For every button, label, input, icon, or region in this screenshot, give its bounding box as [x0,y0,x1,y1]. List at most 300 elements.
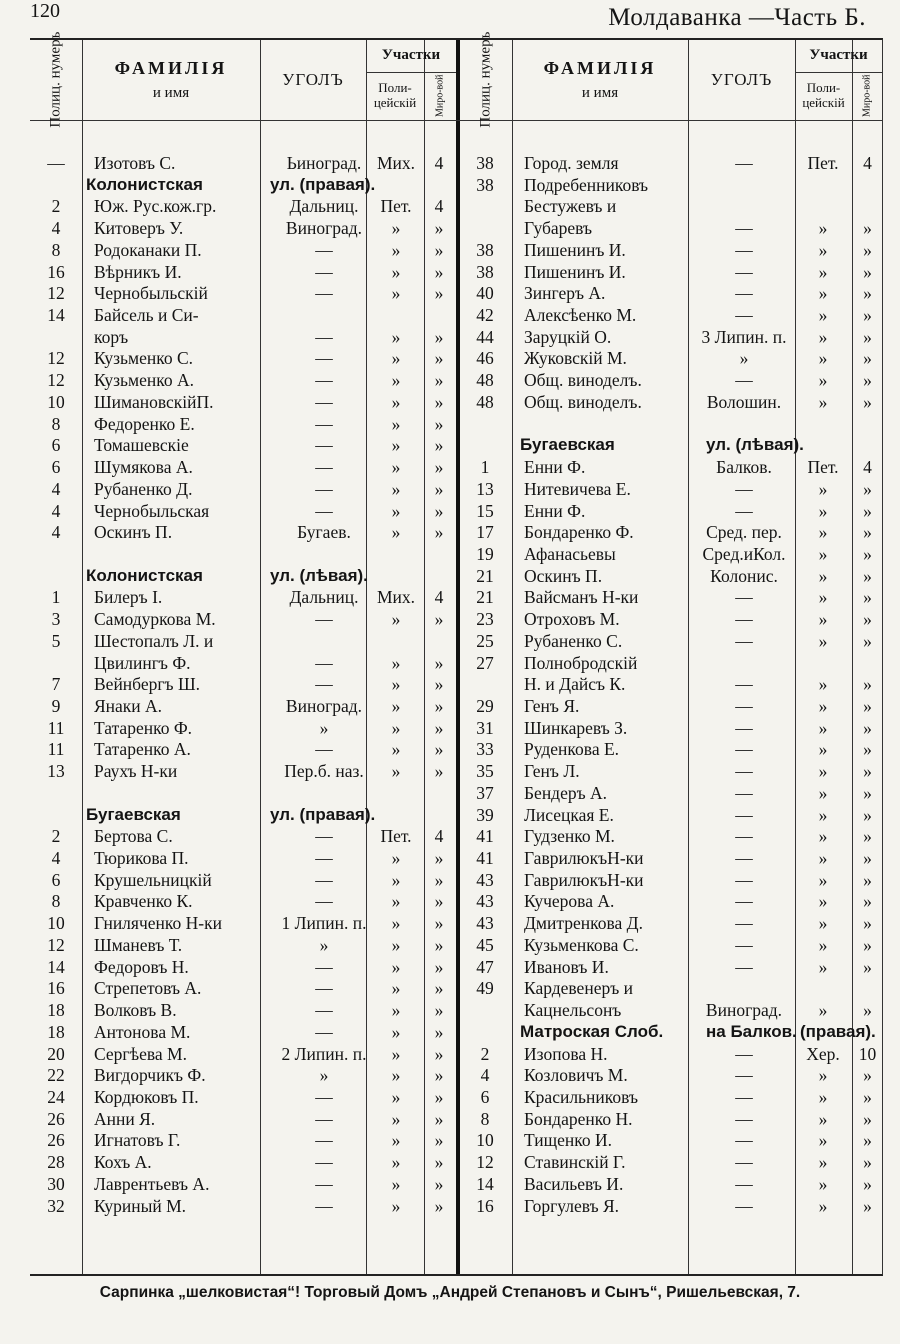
corner-street: — [735,848,753,869]
corner-street: — [315,739,333,760]
peace-district: » [434,978,444,999]
peace-district: » [434,891,444,912]
police-district: » [391,978,401,999]
house-number: 18 [47,1021,65,1042]
owner-name: Изопова Н. [524,1043,608,1064]
owner-name: Енни Ф. [524,500,586,521]
house-number: 14 [47,956,65,977]
house-number: 30 [47,1173,65,1194]
owner-name: Оскинъ П. [94,522,173,543]
police-district: » [818,717,828,738]
police-district: Пет. [380,196,412,217]
corner-street: — [735,261,753,282]
house-number: 23 [476,609,494,630]
owner-name: Цвилингъ Ф. [94,652,191,673]
police-district: » [391,1043,401,1064]
peace-district: » [434,934,444,955]
peace-district: » [434,1043,444,1064]
police-district: » [391,1108,401,1129]
owner-name: Общ. виноделъ. [524,391,642,412]
owner-name: Ставинскій Г. [524,1152,626,1173]
police-district: » [391,1130,401,1151]
police-district: » [818,239,828,260]
house-number: 19 [476,543,494,564]
owner-name: Байсель и Си- [94,305,199,326]
house-number: 1 [480,457,490,478]
owner-name: Лисецкая Е. [524,804,614,825]
police-district: Пет. [807,457,839,478]
peace-district: » [863,261,872,282]
police-district: » [391,761,401,782]
corner-street: — [315,478,333,499]
house-number: 48 [476,391,494,412]
peace-district: » [863,478,872,499]
peace-district: » [434,717,444,738]
peace-district: » [863,326,872,347]
corner-street: — [315,1086,333,1107]
police-district: » [818,956,828,977]
house-number: 11 [47,717,65,738]
owner-name: Красильниковъ [524,1086,639,1107]
police-district: » [818,891,828,912]
police-district: Мих. [376,587,416,608]
corner-street: — [735,761,753,782]
owner-name: Татаренко А. [94,739,191,760]
corner-street: — [735,283,753,304]
police-district: » [391,413,401,434]
police-district: » [391,1152,401,1173]
corner-street: Дальниц. [289,587,359,608]
corner-street: — [735,630,753,651]
police-district: » [391,674,401,695]
peace-district: » [863,543,872,564]
peace-district: » [434,696,444,716]
house-number: 12 [47,348,65,369]
house-number: 24 [47,1086,65,1107]
house-number: 15 [476,500,494,521]
peace-district: » [434,218,444,239]
owner-name: коръ [94,326,129,347]
peace-district: » [863,370,872,391]
corner-street: Балков. [716,457,772,478]
police-district: » [818,1000,828,1021]
peace-header: Миро-вой [434,74,446,118]
police-district: » [818,848,828,869]
owner-name: Федоренко Е. [94,413,195,434]
police-district: » [818,326,828,347]
owner-name: Раухъ Н-ки [94,761,178,782]
corner-street: — [315,348,333,369]
peace-district: » [863,1108,872,1129]
police-district: » [391,696,401,716]
house-number: 13 [47,761,65,782]
peace-district: » [434,1108,444,1129]
police-district: » [818,630,828,651]
peace-district: » [434,674,444,695]
peace-district: » [863,1152,872,1173]
owner-name: Шинкаревъ З. [524,717,628,738]
corner-street: — [735,478,753,499]
corner-street: — [735,891,753,912]
house-number: 22 [47,1065,65,1086]
house-number: 38 [476,239,494,260]
police-district: » [818,674,828,695]
house-number: 38 [476,153,494,173]
police-district: » [391,457,401,478]
house-number: 41 [476,848,494,869]
peace-district: » [434,1000,444,1021]
peace-header: Миро-вой [861,74,873,118]
house-number: 10 [476,1130,494,1151]
peace-district: » [434,913,444,934]
corner-street: Ьиноград. [286,153,362,173]
corner-street: — [735,370,753,391]
peace-district: 4 [434,153,444,173]
police-district: » [818,782,828,803]
corner-street: — [735,934,753,955]
owner-name: Тищенко И. [524,1130,612,1151]
corner-street: — [315,848,333,869]
peace-district: » [434,457,444,478]
corner-street: — [735,869,753,890]
police-district: » [391,435,401,456]
house-number: 4 [51,848,61,869]
owner-name: Подребенниковъ [524,174,649,195]
police-district: » [818,1152,828,1173]
peace-district: » [434,1021,444,1042]
peace-district: » [863,218,872,239]
police-district: » [391,326,401,347]
police-district: » [391,1000,401,1021]
corner-street: Волошин. [706,391,782,412]
house-number: 27 [476,652,494,673]
owner-name: Билеръ І. [94,587,163,608]
house-number: 46 [476,348,494,369]
peace-district: » [863,804,872,825]
corner-street: — [315,457,333,478]
owner-name: ГаврилюкъН-ки [524,869,644,890]
police-district: » [391,283,401,304]
corner-street: » [319,717,329,738]
peace-district: » [434,956,444,977]
owner-name: Вайсманъ Н-ки [524,587,639,608]
street-side: ул. (лѣвая). [270,565,368,585]
peace-district: » [434,326,444,347]
owner-name: Бондаренко Ф. [524,522,634,543]
house-number: 31 [476,717,494,738]
corner-street: 1 Липин. п. [281,913,367,934]
corner-street: 3 Липин. п. [701,326,787,347]
peace-district: » [434,261,444,282]
corner-street: — [735,674,753,695]
house-number: 10 [47,913,65,934]
street-side: (правая). [800,1021,876,1041]
owner-name: Вигдорчикъ Ф. [94,1065,206,1086]
house-number: 38 [476,174,494,195]
street-side: ул. (правая). [270,174,376,194]
corner-street: — [735,500,753,521]
peace-district: » [434,1086,444,1107]
corner-street: Виноград. [705,1000,783,1021]
owner-name: Руденкова Е. [524,739,620,760]
corner-street: — [735,1086,753,1107]
house-number: 43 [476,891,494,912]
house-number: 37 [476,782,494,803]
corner-street: — [735,305,753,326]
peace-district: » [863,956,872,977]
corner-street: — [735,804,753,825]
peace-district: » [863,565,872,586]
corner-street: — [735,826,753,847]
house-number: 1 [51,587,61,608]
peace-district: » [434,370,444,391]
owner-name: Волковъ В. [94,1000,177,1021]
street-name: Колонистская [86,565,203,585]
house-number: 12 [47,934,65,955]
police-district: » [818,739,828,760]
house-number: 16 [476,1195,494,1216]
police-district: » [818,391,828,412]
directory-table [30,32,883,1276]
police-district: Хер. [806,1043,840,1064]
peace-district: » [434,239,444,260]
corner-street: Виноград. [285,696,363,716]
house-number: 13 [476,478,494,499]
owner-name: Гудзенко М. [524,826,615,847]
house-number: 21 [476,587,494,608]
corner-street: Колонис. [710,565,778,586]
house-number: 14 [47,305,65,326]
peace-district: » [434,283,444,304]
peace-district: » [434,1130,444,1151]
house-number: 6 [480,1086,490,1107]
corner-street: — [735,956,753,977]
house-number: 16 [47,261,65,282]
districts-header: Участки [381,47,441,64]
house-number: 41 [476,826,494,847]
owner-name: Заруцкій О. [524,326,612,347]
police-district: » [391,891,401,912]
corner-street: — [735,1108,753,1129]
peace-district: » [434,413,444,434]
corner-street: Дальниц. [289,196,359,217]
corner-header: УГОЛЪ [710,70,773,90]
house-number: — [47,153,65,173]
footer-advertisement: Сарпинка „шелковистая“! Торговый Домъ „Андрей Степановъ и Сынъ“, Ришельевская, 7. [99,1284,801,1301]
police-district: » [818,826,828,847]
corner-street: — [315,652,333,673]
police-district: » [818,370,828,391]
police-district: » [391,848,401,869]
peace-district: » [863,869,872,890]
peace-district: » [863,826,872,847]
police-district: » [818,283,828,304]
corner-header: УГОЛЪ [282,70,344,90]
police-district: » [818,913,828,934]
police-district: » [391,739,401,760]
house-number: 3 [51,609,61,630]
house-number: 8 [480,1108,490,1129]
house-number: 11 [47,739,65,760]
street-side: на Балков. [706,1021,797,1041]
police-district: » [818,305,828,326]
peace-district: » [863,1173,872,1194]
police-district: Пет. [380,826,412,847]
police-district: » [391,1086,401,1107]
peace-district: » [863,696,872,716]
police-district: » [818,261,828,282]
owner-name: ГаврилюкъН-ки [524,848,644,869]
house-number: 4 [51,500,61,521]
police-header: Поли-цейскій [802,80,845,110]
owner-name: Самодуркова М. [94,609,216,630]
peace-district: » [863,1065,872,1086]
corner-street: — [735,1152,753,1173]
corner-street: — [735,153,753,173]
house-number: 26 [47,1130,65,1151]
police-district: » [391,239,401,260]
corner-street: Пер.б. наз. [284,761,364,782]
peace-district: » [434,1195,444,1216]
police-district: » [818,1108,828,1129]
owner-name: Вѣрникъ И. [94,261,182,282]
corner-street: 2 Липин. п. [281,1043,367,1064]
police-district: » [391,869,401,890]
owner-name: Горгулевъ Я. [524,1195,620,1216]
corner-street: — [735,609,753,630]
peace-district: » [863,761,872,782]
house-number: 33 [476,739,494,760]
corner-street: — [315,326,333,347]
house-number: 20 [47,1043,65,1064]
peace-district: 4 [434,826,444,847]
street-name: Матроская Слоб. [520,1021,664,1041]
column-rule [512,40,513,1274]
corner-street: — [315,1173,333,1194]
house-number: 9 [51,696,61,716]
peace-district: » [863,717,872,738]
corner-street: — [315,1152,333,1173]
owner-name: Чернобыльская [94,500,210,521]
owner-name: Кохъ А. [94,1152,152,1173]
corner-street: Сред. пер. [706,522,782,543]
street-name: Бугаевская [520,435,615,455]
house-number: 42 [476,305,494,326]
owner-name: Генъ Я. [524,696,580,716]
house-number: 32 [47,1195,65,1216]
police-district: » [818,869,828,890]
house-number: 4 [51,218,61,239]
running-head: Молдаванка —Часть Б. [608,4,866,31]
house-number: 16 [47,978,65,999]
police-district: » [818,696,828,716]
corner-street: — [315,1000,333,1021]
house-number: 6 [51,435,61,456]
owner-name: Крушельницкій [94,869,212,890]
house-number: 43 [476,913,494,934]
house-number: 12 [476,1152,494,1173]
owner-name: Юж. Рус.кож.гр. [94,196,217,217]
house-number: 28 [47,1152,65,1173]
corner-street: — [315,869,333,890]
header-rule [30,120,882,121]
owner-name: Кравченко К. [94,891,193,912]
police-district: » [391,1195,401,1216]
house-number: 48 [476,370,494,391]
police-district: » [391,1065,401,1086]
peace-district: » [863,305,872,326]
corner-street: — [735,739,753,760]
peace-district: 4 [863,457,872,478]
police-district: » [818,1065,828,1086]
owner-name: Кордюковъ П. [94,1086,199,1107]
number-header: Полиц. нумеръ [477,32,494,128]
owner-name: Шумякова А. [94,457,193,478]
peace-district: » [863,630,872,651]
peace-district: » [863,1130,872,1151]
corner-street: — [735,717,753,738]
owner-name: Стрепетовъ А. [94,978,202,999]
peace-district: » [863,1195,872,1216]
house-number: 35 [476,761,494,782]
police-district: » [391,261,401,282]
street-side: ул. (правая). [270,804,376,824]
corner-street: — [315,500,333,521]
peace-district: » [863,1000,872,1021]
owner-name: Анни Я. [94,1108,156,1129]
house-number: 7 [51,674,61,695]
police-district: Мих. [376,153,416,173]
owner-name: Кацнельсонъ [524,1000,622,1021]
peace-district: » [434,500,444,521]
corner-street: — [315,1021,333,1042]
police-header: Поли-цейскій [373,80,417,110]
corner-street: — [735,1043,753,1064]
house-number: 12 [47,370,65,391]
owner-name: Рубаненко Д. [94,478,193,499]
peace-district: » [863,587,872,608]
corner-street: — [315,826,333,847]
house-number: 2 [51,826,61,847]
corner-street: — [315,283,333,304]
owner-name: Изотовъ С. [94,153,176,173]
house-number: 25 [476,630,494,651]
owner-name: Полнобродскій [524,652,638,673]
owner-name: Кузьменко А. [94,370,194,391]
owner-name: Нитевичева Е. [524,478,631,499]
peace-district: » [434,391,444,412]
corner-street: — [315,435,333,456]
police-district: » [818,934,828,955]
owner-name: ШимановскійП. [94,391,214,412]
peace-district: » [863,239,872,260]
police-district: » [818,1086,828,1107]
police-district: » [391,934,401,955]
corner-street: Виноград. [285,218,363,239]
owner-name: Томашевскіе [94,435,189,456]
house-number: 21 [476,565,494,586]
owner-name: Васильевъ И. [524,1173,624,1194]
house-number: 18 [47,1000,65,1021]
police-district: » [391,391,401,412]
house-number: 6 [51,457,61,478]
police-district: » [818,522,828,543]
police-district: » [818,587,828,608]
corner-street: » [739,348,749,369]
peace-district: » [863,500,872,521]
owner-name: Татаренко Ф. [94,717,193,738]
police-district: » [818,1130,828,1151]
